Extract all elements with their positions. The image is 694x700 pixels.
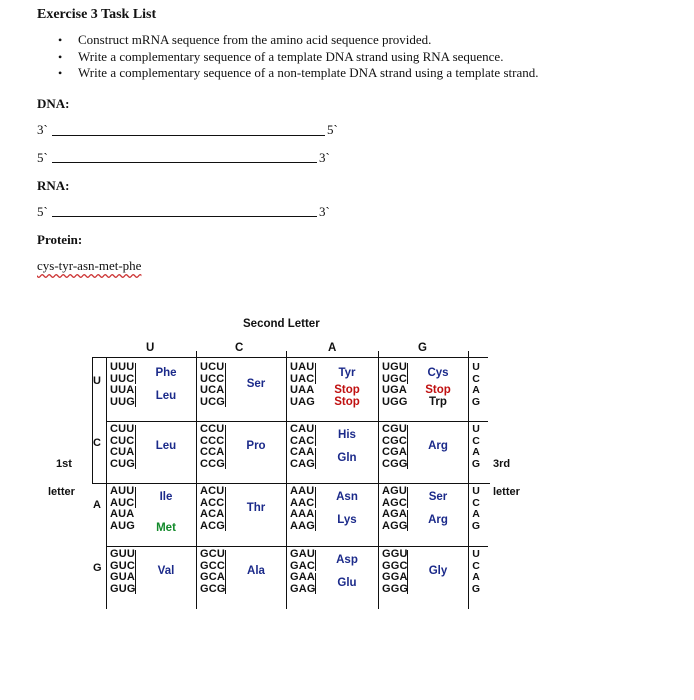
codon-cell: GUU <box>110 548 136 560</box>
third-letter: G <box>471 457 481 470</box>
dna-line2-blank[interactable] <box>52 162 317 163</box>
third-letter: U <box>472 548 480 560</box>
codon-cell: UUC <box>110 372 135 385</box>
codon-cell: ACC <box>200 496 225 509</box>
amino-acid-gly: Gly <box>428 565 448 578</box>
amino-acid-trp: Trp <box>429 395 447 408</box>
rna-line1-end: 3` <box>319 204 330 219</box>
codon-cell: AAA <box>290 508 315 521</box>
codon-cell: CUA <box>110 446 135 459</box>
dna-line1-end: 5` <box>327 122 338 137</box>
amino-acid-stop: Stop <box>425 384 451 396</box>
codon-cell: GUG <box>110 582 136 595</box>
codon-cell: UCC <box>200 372 225 385</box>
amino-acid-pro: Pro <box>246 440 266 453</box>
second-letter-g: G <box>418 342 427 354</box>
amino-acid-arg: Arg <box>428 440 448 453</box>
amino-acid-stop: Stop <box>334 395 360 408</box>
codon-cell: GGU <box>382 548 408 560</box>
amino-acid-val: Val <box>157 565 175 578</box>
bullet-icon: • <box>58 33 63 47</box>
codon-cell: GCC <box>200 559 226 572</box>
codon-cell: AUA <box>110 508 135 521</box>
amino-acid-met: Met <box>156 521 176 534</box>
column-separator <box>196 357 197 609</box>
amino-acid-cys: Cys <box>427 366 449 379</box>
row-separator <box>106 421 488 422</box>
codon-cell: CAU <box>290 423 315 435</box>
codon-cell: CCU <box>200 423 225 435</box>
third-letter: C <box>472 372 480 385</box>
first-letter-label-top: 1st <box>56 458 72 470</box>
codon-cell: UCU <box>200 361 225 373</box>
third-letter: U <box>472 485 480 497</box>
codon-group-bracket <box>315 448 316 469</box>
task-item: • Write a complementary sequence of a template DNA strand using RNA sequence. <box>58 48 504 64</box>
codon-cell: AAU <box>290 485 315 497</box>
page-title: Exercise 3 Task List <box>37 7 157 22</box>
codon-cell: AUU <box>110 485 135 497</box>
amino-acid-gln: Gln <box>337 451 357 464</box>
codon-cell: CGC <box>382 434 408 447</box>
amino-acid-asp: Asp <box>336 553 358 566</box>
codon-group-bracket <box>407 510 408 531</box>
third-letter: A <box>472 571 480 584</box>
codon-cell: GUC <box>110 559 136 572</box>
amino-acid-ser: Ser <box>428 490 448 503</box>
codon-group-bracket <box>407 363 408 384</box>
column-separator <box>468 357 469 609</box>
rna-label: RNA: <box>37 178 70 193</box>
amino-acid-phe: Phe <box>155 366 177 379</box>
amino-acid-arg: Arg <box>428 513 448 526</box>
codon-cell: CCG <box>200 457 226 470</box>
codon-cell: CGG <box>382 457 408 470</box>
codon-cell: AGA <box>382 508 408 521</box>
codon-cell: GGC <box>382 559 408 572</box>
amino-acid-ser: Ser <box>246 378 266 391</box>
codon-group-bracket <box>225 425 226 469</box>
codon-cell: CAA <box>290 446 315 459</box>
amino-acid-ala: Ala <box>247 565 265 578</box>
bullet-icon: • <box>58 66 63 80</box>
dna-line2-start: 5` <box>37 150 48 165</box>
codon-cell: CUC <box>110 434 135 447</box>
codon-cell: AGC <box>382 496 408 509</box>
third-letter: A <box>472 446 480 459</box>
codon-group-bracket <box>135 487 136 508</box>
codon-cell: ACA <box>200 508 225 521</box>
third-letter-label-bottom: letter <box>493 486 520 498</box>
amino-acid-stop: Stop <box>334 384 360 396</box>
amino-acid-his: His <box>338 428 356 441</box>
codon-cell: GGG <box>382 582 409 595</box>
first-letter-g: G <box>93 562 102 574</box>
second-letter-a: A <box>328 342 337 354</box>
second-letter-c: C <box>235 342 244 354</box>
codon-cell: CUU <box>110 423 135 435</box>
amino-acid-leu: Leu <box>155 389 177 402</box>
codon-cell: UAU <box>290 361 315 373</box>
codon-cell: GAA <box>290 571 316 584</box>
table-top-border <box>106 357 488 358</box>
codon-group-bracket <box>315 573 316 594</box>
first-letter-rule <box>92 357 106 358</box>
codon-group-bracket <box>135 363 136 384</box>
amino-acid-leu: Leu <box>155 440 177 453</box>
codon-cell: UGA <box>382 384 408 397</box>
codon-group-bracket <box>315 487 316 508</box>
first-letter-rule <box>92 483 106 484</box>
amino-acid-asn: Asn <box>336 490 358 503</box>
dna-label: DNA: <box>37 96 70 111</box>
codon-cell: AAG <box>290 519 316 532</box>
codon-cell: ACU <box>200 485 225 497</box>
third-letter: C <box>472 434 480 447</box>
codon-cell: UAG <box>290 395 316 408</box>
codon-cell: CCA <box>200 446 225 459</box>
codon-cell: UCG <box>200 395 226 408</box>
third-letter: U <box>472 423 480 435</box>
first-letter-c: C <box>93 437 101 449</box>
codon-cell: GGA <box>382 571 408 584</box>
second-letter-title: Second Letter <box>243 318 320 330</box>
codon-group-bracket <box>407 550 408 594</box>
codon-cell: AGU <box>382 485 408 497</box>
codon-cell: CCC <box>200 434 225 447</box>
codon-cell: UAA <box>290 384 315 397</box>
amino-acid-tyr: Tyr <box>338 366 356 379</box>
codon-cell: GCA <box>200 571 226 584</box>
codon-group-bracket <box>315 550 316 571</box>
protein-sequence: cys-tyr-asn-met-phe <box>37 258 142 273</box>
third-letter: C <box>472 496 480 509</box>
amino-acid-ile: Ile <box>159 490 173 503</box>
rna-line1-start: 5` <box>37 204 48 219</box>
third-letter: C <box>472 559 480 572</box>
column-separator <box>378 357 379 609</box>
codon-group-bracket <box>315 510 316 531</box>
third-letter: G <box>471 519 481 532</box>
codon-group-bracket <box>225 363 226 407</box>
codon-cell: GCU <box>200 548 226 560</box>
amino-acid-thr: Thr <box>246 502 266 515</box>
third-letter: A <box>472 508 480 521</box>
amino-acid-glu: Glu <box>337 576 357 589</box>
codon-cell: GCG <box>200 582 226 595</box>
codon-group-bracket <box>135 386 136 407</box>
second-letter-u: U <box>146 342 155 354</box>
codon-cell: CUG <box>110 457 136 470</box>
codon-cell: CGA <box>382 446 408 459</box>
codon-cell: UGU <box>382 361 408 373</box>
codon-cell: CGU <box>382 423 408 435</box>
third-letter: U <box>472 361 480 373</box>
codon-cell: GAU <box>290 548 316 560</box>
codon-group-bracket <box>135 550 136 594</box>
first-letter-a: A <box>93 499 101 511</box>
task-list <box>58 32 538 82</box>
codon-cell: UAC <box>290 372 315 385</box>
first-letter-u: U <box>93 375 101 387</box>
codon-cell: UUU <box>110 361 135 373</box>
codon-cell: AUC <box>110 496 135 509</box>
third-letter-label-top: 3rd <box>493 458 511 470</box>
codon-cell: AGG <box>382 519 408 532</box>
codon-cell: GUA <box>110 571 136 584</box>
column-separator <box>286 357 287 609</box>
codon-cell: AAC <box>290 496 315 509</box>
codon-cell: UUA <box>110 384 135 397</box>
third-letter: G <box>471 582 481 595</box>
dna-line1-blank[interactable] <box>52 135 325 136</box>
rna-line1-blank[interactable] <box>52 216 317 217</box>
codon-cell: UGG <box>382 395 408 408</box>
row-separator <box>106 546 488 547</box>
codon-cell: GAC <box>290 559 316 572</box>
protein-label: Protein: <box>37 232 83 247</box>
codon-cell: CAG <box>290 457 316 470</box>
amino-acid-lys: Lys <box>337 513 357 526</box>
codon-group-bracket <box>315 363 316 384</box>
task-item: • Write a complementary sequence of a non-template DNA strand using a template strand. <box>58 65 539 80</box>
dna-line1-start: 3` <box>37 122 48 137</box>
third-letter: G <box>471 395 481 408</box>
codon-cell: CAC <box>290 434 315 447</box>
codon-cell: GAG <box>290 582 316 595</box>
third-letter: A <box>472 384 480 397</box>
dna-line2-end: 3` <box>319 150 330 165</box>
codon-group-bracket <box>135 425 136 469</box>
task-item: • Construct mRNA sequence from the amino acid sequence provided. <box>58 32 432 47</box>
codon-cell: ACG <box>200 519 226 532</box>
bullet-icon: • <box>58 49 63 64</box>
codon-group-bracket <box>225 487 226 531</box>
first-letter-label-bottom: letter <box>48 486 75 498</box>
codon-group-bracket <box>407 487 408 508</box>
codon-cell: UCA <box>200 384 225 397</box>
row-separator <box>106 483 488 484</box>
codon-group-bracket <box>407 425 408 469</box>
codon-cell: AUG <box>110 519 136 532</box>
codon-group-bracket <box>315 425 316 446</box>
codon-cell: UGC <box>382 372 408 385</box>
codon-group-bracket <box>225 550 226 594</box>
codon-cell: UUG <box>110 395 136 408</box>
